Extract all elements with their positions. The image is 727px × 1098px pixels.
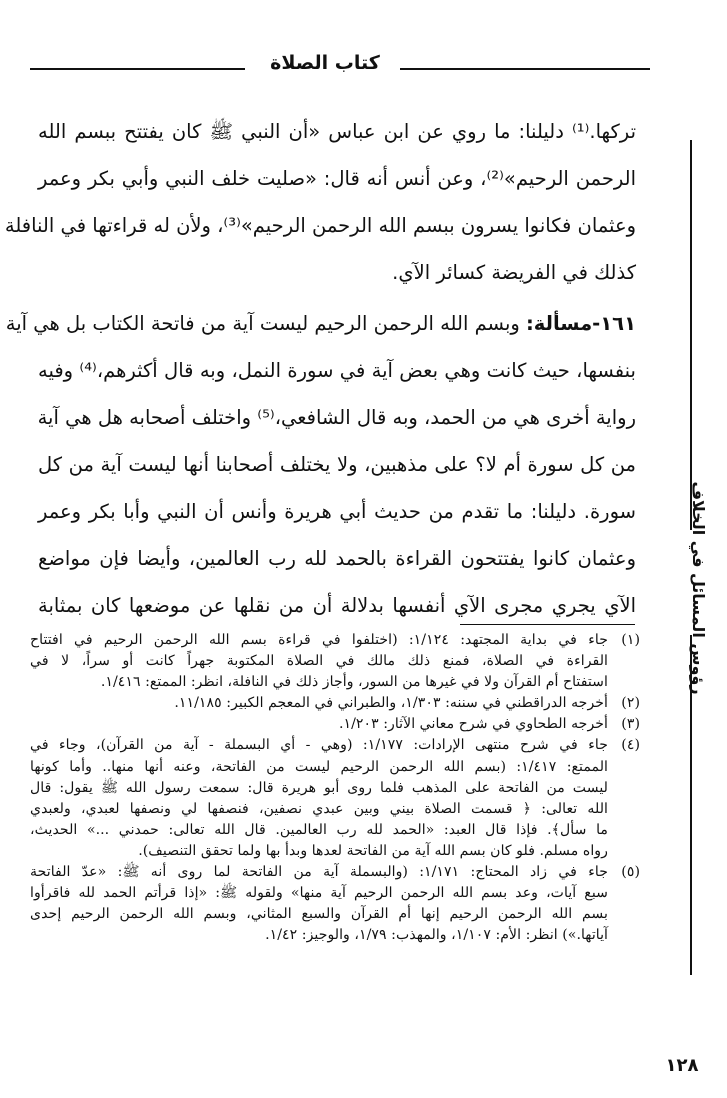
footnote-text: أخرجه الطحاوي في شرح معاني الآثار: ١/٢٠٣. [338, 716, 608, 733]
text-line: رواية أخرى هي من الحمد، وبه قال الشافعي،⁽⁵⁾ واختلف أصحابه هل هي آية [37, 406, 636, 429]
text-line: سورة. دليلنا: ما تقدم من حديث أبي هريرة وأنس أن النبي وأبا بكر وعمر [38, 500, 636, 523]
side-book-title: رؤوس المسائل في الخلاف [689, 481, 708, 695]
footnote-line: الممتع: ١/٤١٧: (بسم الله الرحمن الرحيم ليست من الفاتحة، وعنه أنها منها.. وأما كونها [30, 758, 608, 775]
text-line: وعثمان فكانوا يسرون ببسم الله الرحمن الرحيم»⁽³⁾، ولأن له قراءتها في النافلة [4, 214, 636, 237]
footnote-text: أخرجه الدراقطني في سننه: ١/٣٠٣، والطبراني في المعجم الكبير: ١١/١٨٥. [174, 695, 608, 712]
issue-number: ١٦١-مسألة: [526, 312, 636, 335]
text-line: من كل سورة أم لا؟ على مذهبين، ولا يختلف أصحابنا أنها ليست آية من كل [38, 453, 636, 476]
footnote-line: ليست من الفاتحة على المذهب فلما روى أبو هريرة قال: سمعت رسول الله ﷺ يقول: قال [30, 779, 608, 796]
footnote-line: استفتاح أم القرآن ولا في غيرها من السور، وأجاز ذلك في النافلة، انظر: الممتع: ١/٤١٦. [100, 674, 608, 691]
footnote-number: (١) [621, 632, 640, 648]
footnote-line: ما سأل﴾. فإذا قال العبد: «الحمد لله رب العالمين. قال الله تعالى: حمدني ...» الحديث، [30, 821, 608, 838]
footnote-separator [460, 624, 635, 625]
issue-text: وبسم الله الرحمن الرحيم ليست آية من فاتحة الكتاب بل هي آية [5, 312, 520, 335]
text-line: تركها.⁽¹⁾ دليلنا: ما روي عن ابن عباس «أن النبي ﷺ كان يفتتح ببسم الله [38, 120, 636, 143]
footnote-line: الله تعالى: ﴿ قسمت الصلاة بيني وبين عبدي نصفين، فنصفها لي ونصفها لعبدي، ولعبدي [30, 800, 608, 817]
header-rule-left [30, 68, 245, 70]
footnote-text: جاء في زاد المحتاج: ١/١٧١: (والبسملة آية من الفاتحة لما روى أنه ﷺ: «عدّ الفاتحة [30, 864, 608, 881]
footnote-line: رواه مسلم. فلو كان بسم الله آية من الفاتحة لعدها وبدأ بها ولما تحقق التنصيف). [138, 842, 608, 859]
running-header [30, 52, 650, 82]
footnote-1 [30, 630, 640, 693]
text-line: كذلك في الفريضة كسائر الآي. [392, 261, 636, 284]
footnote-line: بسم الله الرحمن الرحيم إنها أم القرآن والسبع المثاني، وبسم الله الرحمن الرحيم إحدى [30, 906, 608, 923]
footnote-line [30, 735, 640, 756]
footnotes [30, 630, 640, 946]
header-rule-right [400, 68, 650, 70]
footnote-number: (٢) [621, 695, 640, 712]
footnote-line: آياتها.») انظر: الأم: ١/١٠٧، والمهذب: ١/٧٩، والوجيز: ١/٤٢. [265, 927, 608, 944]
side-rule-bottom [690, 635, 692, 975]
footnote-line [30, 693, 640, 714]
footnote-3 [30, 714, 640, 735]
text-line: الآي يجري مجرى الآي أنفسها بدلالة أن من نقلها عن موضعها كان بمثابة [38, 594, 636, 617]
text-line: وعثمان كانوا يفتتحون القراءة بالحمد لله رب العالمين، وأيضا فإن مواضع [38, 547, 636, 570]
footnote-number: (٤) [621, 737, 640, 754]
footnote-5 [30, 862, 640, 946]
footnote-text: جاء في بداية المجتهد: ١/١٢٤: (اختلفوا في قراءة بسم الله الرحمن الرحيم في افتتاح [30, 632, 608, 648]
main-text [4, 108, 637, 629]
text-line: الرحمن الرحيم»⁽²⁾، وعن أنس أنه قال: «صليت خلف النبي وأبي بكر وعمر [38, 167, 637, 190]
footnote-line: القراءة في الصلاة، فمنع ذلك مالك في الصلاة المكتوبة جهراً كانت أو سراً، لا في [30, 653, 608, 670]
footnote-number: (٥) [621, 864, 640, 881]
text-line: بنفسها، حيث كانت وهي بعض آية في سورة النمل، وبه قال أكثرهم،⁽⁴⁾ وفيه [38, 359, 636, 382]
page-number: ١٢٨ [665, 1055, 699, 1076]
footnote-line [30, 630, 640, 651]
header-title: كتاب الصلاة [270, 52, 380, 74]
footnote-line: سبع آيات، وعد بسم الله الرحمن الرحيم آية منها» ولقوله ﷺ: «إذا قرأتم الحمد لله فاقرأوا [30, 885, 608, 902]
footnote-text: جاء في شرح منتهى الإرادات: ١/١٧٧: (وهي - أي البسملة - آية من القرآن)، وجاء في [30, 737, 608, 754]
footnote-line [30, 862, 640, 883]
footnote-number: (٣) [621, 716, 640, 733]
footnote-line [30, 714, 640, 735]
footnote-4 [30, 735, 640, 862]
footnote-2 [30, 693, 640, 714]
issue-first-line [5, 300, 636, 347]
